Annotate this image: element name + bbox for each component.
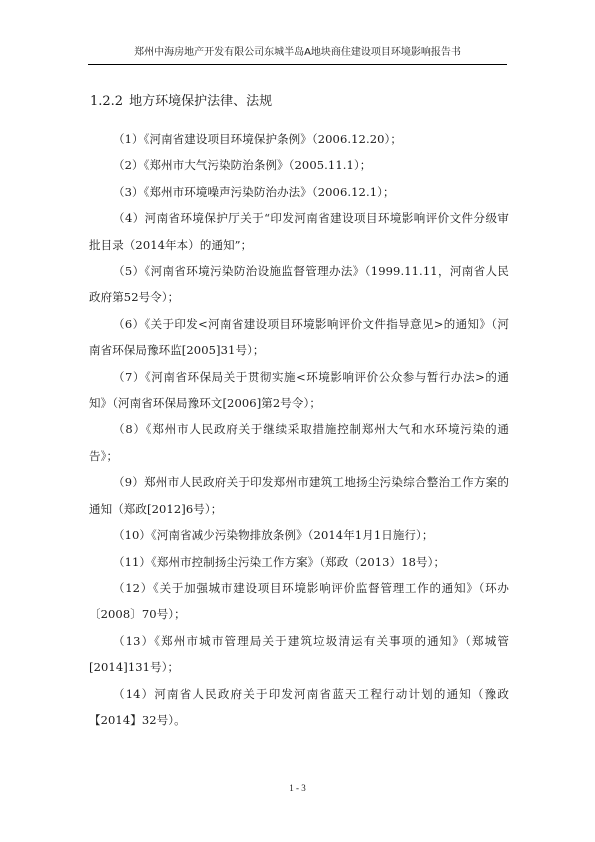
list-item: （7）《河南省环保局关于贯彻实施<环境影响评价公众参与暂行办法>的通知》（河南省环保局豫环文[2006]第2号令）； — [89, 369, 509, 411]
list-item: （5）《河南省环境污染防治设施监督管理办法》（1999.11.11，河南省人民政府第52号令）； — [89, 264, 509, 305]
list-item: （11）《郑州市控制扬尘污染工作方案》（郑政（2013）18号）； — [113, 554, 446, 569]
list-item: （6）《关于印发<河南省建设项目环境影响评价文件指导意见>的通知》（河南省环保局豫环监[2005]31号）； — [89, 316, 509, 358]
list-item: （13）《郑州市城市管理局关于建筑垃圾清运有关事项的通知》（郑城管[2014]131号）； — [89, 633, 509, 675]
list-item: （1）《河南省建设项目环境保护条例》（2006.12.20）； — [113, 132, 403, 146]
regulations-list — [89, 126, 509, 733]
page-footer — [0, 783, 595, 793]
list-item: （2）《郑州市大气污染防治条例》（2005.11.1）； — [113, 158, 372, 173]
list-item: （14）河南省人民政府关于印发河南省蓝天工程行动计划的通知（豫政【2014】32号）。 — [89, 686, 509, 727]
list-item: （4）河南省环境保护厅关于“印发河南省建设项目环境影响评价文件分级审批目录（2014年本）的通知”； — [89, 211, 509, 252]
header-title: 郑州中海房地产开发有限公司东城半岛A地块商住建设项目环境影响报告书 — [134, 47, 461, 58]
section-title: 地方环境保护法律、法规 — [129, 94, 273, 109]
section-number: 1.2.2 — [90, 94, 124, 109]
page-number: 1 - 3 — [289, 783, 306, 793]
list-item: （12）《关于加强城市建设项目环境影响评价监督管理工作的通知》（环办〔2008〕70号）； — [89, 580, 509, 622]
list-item: （8）《郑州市人民政府关于继续采取措施控制郑州大气和水环境污染的通告》； — [89, 422, 509, 463]
section-heading — [90, 93, 272, 111]
list-item: （9）郑州市人民政府关于印发郑州市建筑工地扬尘污染综合整治工作方案的通知（郑政[2012]6号）； — [89, 475, 509, 516]
page-header — [88, 44, 507, 65]
list-item: （10）《河南省减少污染物排放条例》（2014年1月1日施行）； — [113, 528, 434, 543]
list-item: （3）《郑州市环境噪声污染防治办法》（2006.12.1）； — [113, 184, 395, 199]
